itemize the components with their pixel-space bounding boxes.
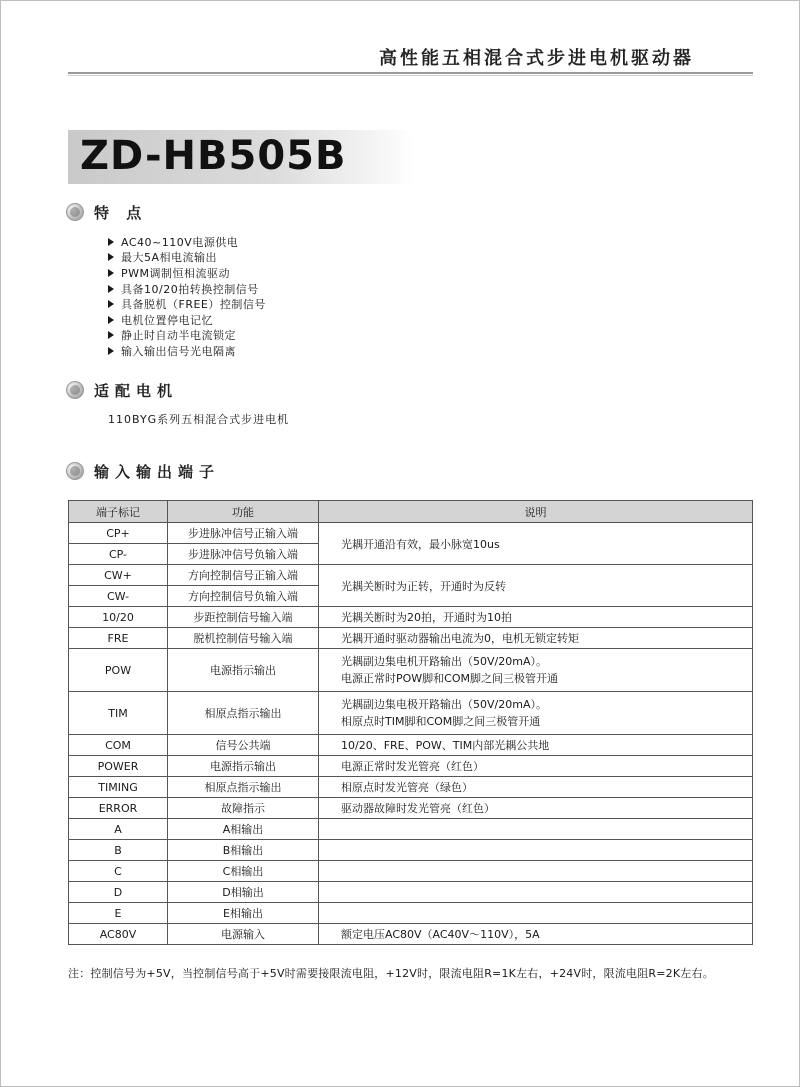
terminal-function: 故障指示 [168,798,319,819]
table-row [69,628,753,649]
feature-list [108,234,266,359]
arrow-right-icon [108,238,114,246]
terminal-description: 光耦关断时为20拍，开通时为10拍 [319,607,753,628]
terminal-function: 步距控制信号输入端 [168,607,319,628]
terminal-function: B相输出 [168,840,319,861]
terminal-mark: E [69,903,168,924]
terminal-mark: POWER [69,756,168,777]
table-row [69,882,753,903]
footnote: 注：控制信号为+5V，当控制信号高于+5V时需要接限流电阻，+12V时，限流电阻R=1K左右，+24V时，限流电阻R=2K左右。 [68,967,714,980]
terminal-description: 光耦开通沿有效，最小脉宽10us [319,523,753,565]
terminal-mark: D [69,882,168,903]
terminal-mark: CW- [69,586,168,607]
table-header-row [69,501,753,523]
section-features-heading [66,202,147,222]
terminal-function: D相输出 [168,882,319,903]
terminal-mark: COM [69,735,168,756]
arrow-right-icon [108,347,114,355]
terminal-function: C相输出 [168,861,319,882]
terminal-mark: ERROR [69,798,168,819]
list-item: PWM调制恒相流驱动 [108,265,266,281]
circle-bullet-icon [66,462,84,480]
terminal-description [319,692,753,735]
terminal-description [319,819,753,840]
header-title: 高性能五相混合式步进电机驱动器 [379,48,694,69]
terminal-mark: A [69,819,168,840]
terminal-function: 电源输入 [168,924,319,945]
header-rule [68,72,753,74]
list-item: 静止时自动半电流锁定 [108,328,266,344]
terminal-description: 10/20、FRE、POW、TIM内部光耦公共地 [319,735,753,756]
terminal-description [319,861,753,882]
terminal-description [319,882,753,903]
table-row [69,777,753,798]
table-row [69,523,753,544]
terminal-mark: C [69,861,168,882]
table-row [69,735,753,756]
table-row [69,649,753,692]
terminal-description [319,649,753,692]
terminal-mark: 10/20 [69,607,168,628]
table-row [69,903,753,924]
column-header: 功能 [168,501,319,523]
arrow-right-icon [108,300,114,308]
terminal-mark: CP+ [69,523,168,544]
terminal-mark: FRE [69,628,168,649]
table-row [69,756,753,777]
list-item: 最大5A相电流输出 [108,250,266,266]
terminal-function: 步进脉冲信号正输入端 [168,523,319,544]
list-item: 具备脱机（FREE）控制信号 [108,296,266,312]
arrow-right-icon [108,331,114,339]
circle-bullet-icon [66,203,84,221]
terminal-function: 步进脉冲信号负输入端 [168,544,319,565]
arrow-right-icon [108,269,114,277]
terminal-function: E相输出 [168,903,319,924]
arrow-right-icon [108,316,114,324]
terminal-mark: TIM [69,692,168,735]
terminal-description: 相原点时发光管亮（绿色） [319,777,753,798]
terminal-mark: B [69,840,168,861]
terminal-description: 光耦关断时为正转，开通时为反转 [319,565,753,607]
terminal-description [319,840,753,861]
circle-bullet-icon [66,381,84,399]
terminal-description: 额定电压AC80V（AC40V～110V），5A [319,924,753,945]
section-title: 特 点 [94,203,148,222]
description-line: 电源正常时POW脚和COM脚之间三极管开通 [341,672,558,685]
description-line: 光耦副边集电极开路输出（50V/20mA）。 [341,698,547,711]
terminal-function: 方向控制信号正输入端 [168,565,319,586]
table-row [69,840,753,861]
section-io-heading [66,461,220,481]
terminal-description [319,903,753,924]
table-row [69,924,753,945]
terminal-function: 相原点指示输出 [168,777,319,798]
table-row [69,692,753,735]
table-row [69,861,753,882]
terminal-description: 光耦开通时驱动器输出电流为0，电机无锁定转矩 [319,628,753,649]
table-row [69,798,753,819]
description-line: 光耦副边集电机开路输出（50V/20mA）。 [341,655,547,668]
terminal-function: 相原点指示输出 [168,692,319,735]
terminal-function: 方向控制信号负输入端 [168,586,319,607]
list-item: 输入输出信号光电隔离 [108,343,266,359]
terminal-function: 脱机控制信号输入端 [168,628,319,649]
terminal-function: A相输出 [168,819,319,840]
header-rule-thin [68,75,753,76]
terminal-description: 电源正常时发光管亮（红色） [319,756,753,777]
column-header: 端子标记 [69,501,168,523]
terminal-mark: POW [69,649,168,692]
terminal-mark: AC80V [69,924,168,945]
terminal-mark: TIMING [69,777,168,798]
terminal-function: 信号公共端 [168,735,319,756]
section-title: 适配电机 [94,381,179,400]
terminal-description: 驱动器故障时发光管亮（红色） [319,798,753,819]
terminal-mark: CW+ [69,565,168,586]
section-title: 输入输出端子 [94,462,221,481]
column-header: 说明 [319,501,753,523]
section-motor-heading [66,380,178,400]
model-name: ZD-HB505B [80,133,347,179]
terminal-function: 电源指示输出 [168,756,319,777]
list-item: 具备10/20拍转换控制信号 [108,281,266,297]
table-row [69,607,753,628]
list-item: 电机位置停电记忆 [108,312,266,328]
arrow-right-icon [108,285,114,293]
motor-description: 110BYG系列五相混合式步进电机 [108,413,290,426]
terminal-table [68,500,753,945]
terminal-mark: CP- [69,544,168,565]
table-row [69,819,753,840]
list-item: AC40~110V电源供电 [108,234,266,250]
table-row [69,565,753,586]
description-line: 相原点时TIM脚和COM脚之间三极管开通 [341,715,541,728]
terminal-function: 电源指示输出 [168,649,319,692]
arrow-right-icon [108,253,114,261]
